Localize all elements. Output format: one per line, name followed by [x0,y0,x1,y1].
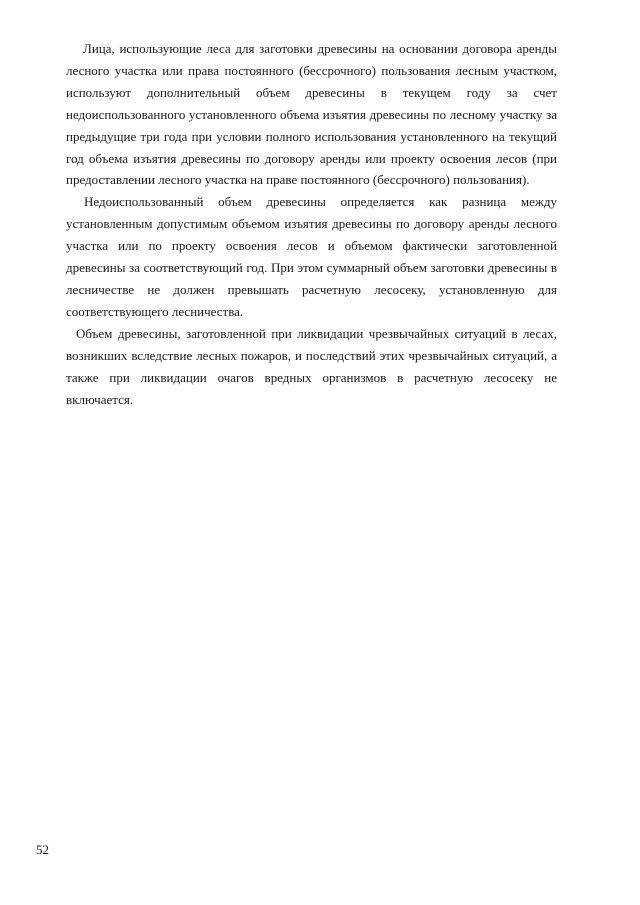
document-body [66,38,557,410]
paragraph-3: Объем древесины, заготовленной при ликвидации чрезвычайных ситуаций в лесах, возникших вследствие лесных пожаров, и последствий этих чрезвычайных ситуаций, а также при ликвидации очагов вредных организмов в расчетную лесосеку не включается. [66,325,557,407]
paragraph-2: Недоиспользованный объем древесины определяется как разница между установленным допустимым объемом изъятия древесины по договору аренды лесного участка или по проекту освоения лесов и объемом фактически заготовленной древесины за соответствующий год. При этом суммарный объем заготовки древесины в лесничестве не должен превышать расчетную лесосеку, установленную для соответствующего лесничества. [66,194,557,319]
page-number: 52 [36,842,49,857]
paragraph-1: Лица, использующие леса для заготовки древесины на основании договора аренды лесного участка или права постоянного (бессрочного) пользования лесным участком, используют дополнительный объем древесины в текущем году за счет недоиспользованного установленного объема изъятия древесины по лесному участку за предыдущие три года при условии полного использования установленного на текущий год объема изъятия древесины по договору аренды или проекту освоения лесов (при предоставлении лесного участка на праве постоянного (бессрочного) пользования). [66,41,557,188]
